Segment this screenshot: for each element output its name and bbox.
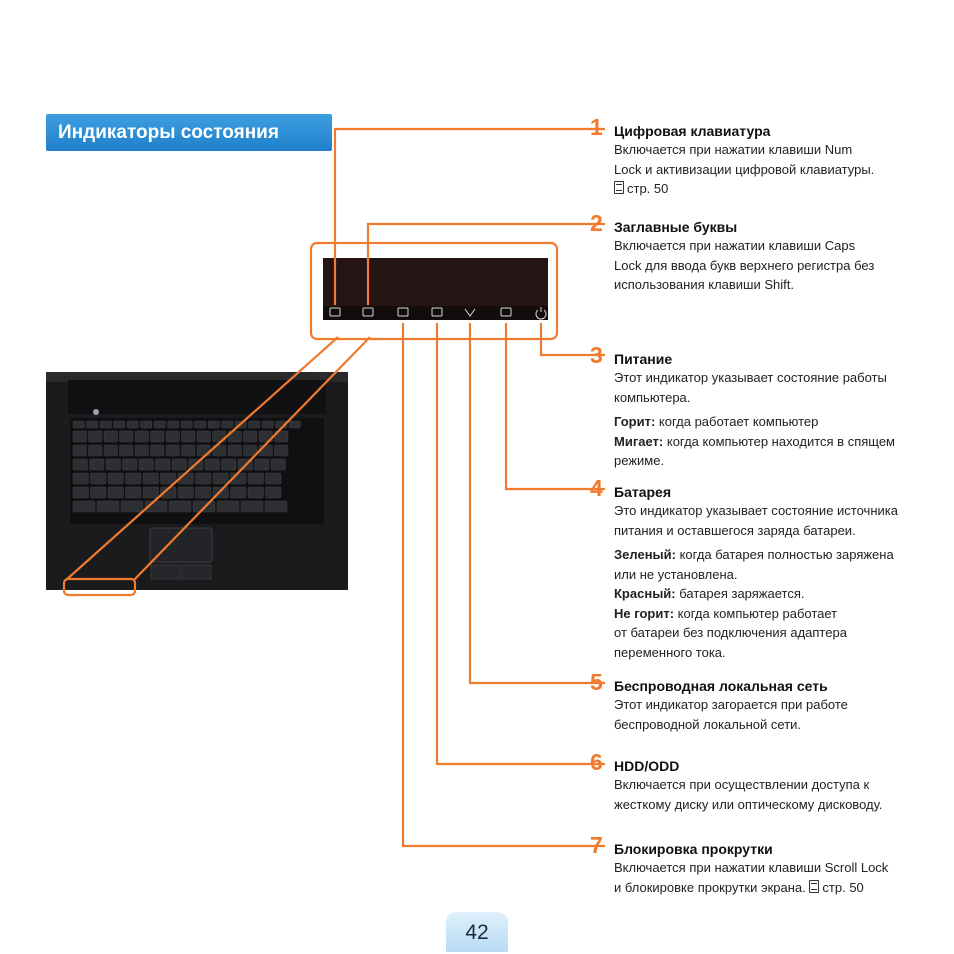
item-number: 7 (590, 832, 603, 858)
item-heading: Цифровая клавиатура (614, 123, 771, 139)
keyboard-key (89, 431, 103, 442)
touchpad-left-button (151, 565, 180, 579)
keyboard-key (166, 431, 180, 442)
keyboard-key (135, 431, 149, 442)
keyboard-key (222, 421, 234, 428)
keyboard-key (156, 459, 171, 470)
indicator-item (590, 475, 935, 662)
keyboard-key (126, 473, 142, 484)
page-number: 42 (446, 912, 508, 952)
state-label: Зеленый: (614, 547, 676, 562)
item-heading: Заглавные буквы (614, 219, 738, 235)
item-line: питания и оставшегося заряда батареи. (614, 522, 856, 538)
state-text: батарея заряжается. (679, 586, 805, 601)
item-line: компьютера. (614, 389, 691, 405)
state-text: переменного тока. (614, 644, 726, 660)
state-label: Не горит: (614, 605, 675, 621)
keyboard-key (213, 473, 229, 484)
item-number: 5 (590, 669, 603, 695)
keyboard-key (73, 473, 89, 484)
item-heading: HDD/ODD (614, 758, 680, 774)
item-line: использования клавиши Shift. (614, 277, 794, 292)
keyboard-key (143, 487, 159, 498)
indicator-item (590, 832, 935, 897)
item-heading: Питание (614, 351, 673, 367)
keyboard-key (271, 459, 286, 470)
state-label: Красный: (614, 586, 676, 601)
keyboard-key (120, 431, 134, 442)
keyboard-key (181, 421, 193, 428)
keyboard-key (197, 431, 211, 442)
keyboard-key (139, 459, 154, 470)
keyboard-key (217, 501, 239, 512)
page-ref: стр. 50 (627, 181, 669, 196)
item-line: Включается при нажатии клавиши Caps (614, 238, 856, 253)
keyboard-key (120, 445, 134, 456)
state-text: режиме. (614, 453, 665, 468)
callout-line-6 (437, 323, 605, 764)
keyboard-key (97, 501, 119, 512)
state-text: когда работает компьютер (658, 414, 819, 429)
item-number: 3 (590, 342, 603, 368)
keyboard-key (197, 445, 211, 456)
item-heading: Блокировка прокрутки (614, 841, 773, 857)
keyboard-key (205, 459, 220, 470)
item-line: и блокировке прокрутки экрана. (614, 879, 806, 895)
item-number: 4 (590, 475, 603, 501)
keyboard-key (87, 421, 99, 428)
item-line: Это индикатор указывает состояние источника (614, 503, 898, 518)
item-heading: Беспроводная локальная сеть (614, 678, 828, 694)
document-page-icon (809, 880, 819, 893)
state-text: когда батарея полностью заряжена (679, 547, 894, 562)
keyboard-key (73, 421, 85, 428)
keyboard-key (104, 431, 118, 442)
item-line: жесткому диску или оптическому дисководу. (614, 796, 883, 812)
keyboard-key (262, 421, 274, 428)
keyboard-key (222, 459, 237, 470)
keyboard-key (266, 473, 282, 484)
keyboard-key (248, 473, 264, 484)
page-ref: стр. 50 (822, 879, 864, 895)
keyboard-key (231, 487, 247, 498)
keyboard-key (182, 445, 196, 456)
touchpad-right-button (182, 565, 211, 579)
keyboard-key (244, 431, 258, 442)
keyboard-key (249, 421, 261, 428)
keyboard-key (104, 445, 118, 456)
keyboard-key (73, 501, 95, 512)
indicator-item (590, 749, 935, 814)
keyboard-key (196, 473, 212, 484)
callout-line-5 (470, 323, 605, 683)
item-heading: Батарея (614, 484, 671, 500)
keyboard-key (241, 501, 263, 512)
state-label: Горит: (614, 414, 656, 429)
keyboard-key (108, 473, 124, 484)
keyboard-key (172, 459, 187, 470)
keyboard-key (126, 487, 142, 498)
indicator-item (590, 342, 935, 471)
callout-line-7 (403, 323, 605, 846)
keyboard-key (289, 421, 301, 428)
item-number: 2 (590, 210, 603, 236)
keyboard-key (121, 501, 143, 512)
state-text: или не установлена. (614, 566, 738, 582)
keyboard-key (108, 487, 124, 498)
keyboard-key (127, 421, 139, 428)
keyboard-key (151, 445, 165, 456)
keyboard-key (73, 459, 88, 470)
item-line: беспроводной локальной сети. (614, 716, 802, 732)
indicator-item (590, 210, 935, 295)
keyboard-key (169, 501, 191, 512)
keyboard-key (143, 473, 159, 484)
keyboard-key (266, 487, 282, 498)
power-button (93, 409, 99, 415)
keyboard-key (265, 501, 287, 512)
keyboard-key (123, 459, 138, 470)
indicator-item (590, 669, 935, 734)
keyboard-key (141, 421, 153, 428)
keyboard-key (255, 459, 270, 470)
keyboard-key (135, 445, 149, 456)
keyboard-key (100, 421, 112, 428)
keyboard-key (275, 445, 289, 456)
item-line: Включается при осуществлении доступа к (614, 777, 870, 792)
keyboard-key (195, 421, 207, 428)
item-line: Lock для ввода букв верхнего регистра без (614, 257, 875, 273)
keyboard-key (228, 445, 242, 456)
keyboard-key (196, 487, 212, 498)
keyboard-key (73, 445, 87, 456)
item-line: Включается при нажатии клавиши Num (614, 142, 853, 157)
keyboard-key (213, 431, 227, 442)
item-line: Этот индикатор загорается при работе (614, 697, 848, 712)
document-page-icon (614, 181, 624, 194)
state-text: когда компьютер работает (677, 605, 838, 621)
keyboard-key (91, 473, 107, 484)
indicator-item (590, 114, 935, 199)
item-line: Включается при нажатии клавиши Scroll Lock (614, 860, 889, 875)
keyboard-key (73, 487, 89, 498)
keyboard-key (151, 431, 165, 442)
state-label: Мигает: (614, 433, 664, 449)
keyboard-key (208, 421, 220, 428)
keyboard-key (91, 487, 107, 498)
item-line: Этот индикатор указывает состояние работы (614, 370, 887, 385)
keyboard-key (154, 421, 166, 428)
item-number: 1 (590, 114, 603, 140)
keyboard-key (106, 459, 121, 470)
keyboard-key (73, 431, 87, 442)
item-number: 6 (590, 749, 603, 775)
keyboard-key (182, 431, 196, 442)
state-text: когда компьютер находится в спящем (666, 433, 895, 449)
keyboard-key (178, 487, 194, 498)
keyboard-key (114, 421, 126, 428)
keyboard-key (168, 421, 180, 428)
state-text: от батареи без подключения адаптера (614, 625, 847, 640)
keyboard-key (89, 445, 103, 456)
keyboard-key (90, 459, 105, 470)
section-title: Индикаторы состояния (46, 114, 332, 151)
keyboard-key (248, 487, 264, 498)
keyboard-key (166, 445, 180, 456)
item-line: Lock и активизации цифровой клавиатуры. (614, 161, 875, 177)
